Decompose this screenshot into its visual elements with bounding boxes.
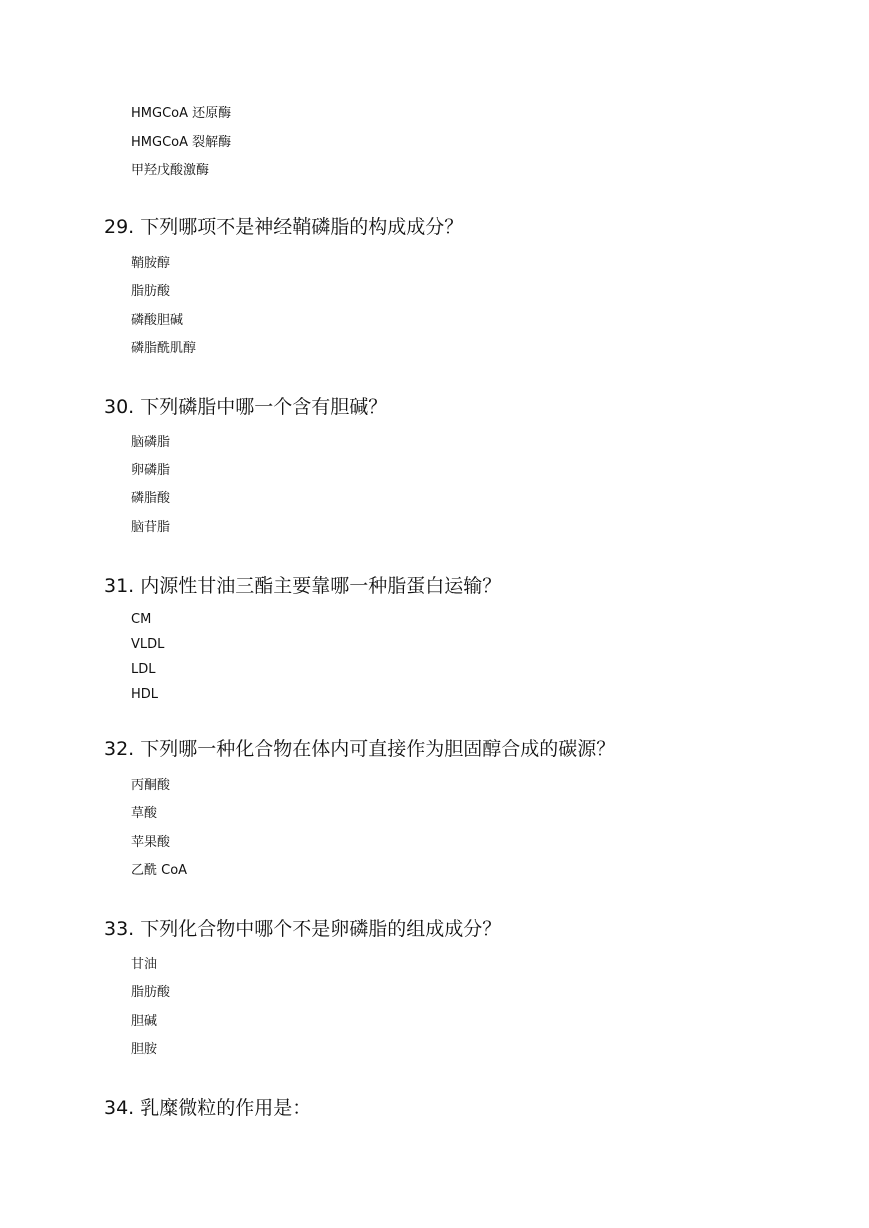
option-33-4: 胆胺 — [131, 1042, 158, 1057]
question-30 — [104, 395, 387, 419]
option-32-3: 苹果酸 — [131, 835, 171, 850]
option-33-2: 脂肪酸 — [131, 985, 171, 1000]
question-text: 下列化合物中哪个不是卵磷脂的组成成分？ — [140, 918, 502, 940]
option-33-1: 甘油 — [131, 957, 158, 972]
question-number: 32. — [104, 738, 135, 760]
option-32-1: 丙酮酸 — [131, 778, 171, 793]
option-30-1: 脑磷脂 — [131, 435, 171, 450]
question-31 — [104, 574, 501, 598]
question-text: 下列磷脂中哪一个含有胆碱？ — [140, 396, 388, 418]
option-32-4: 乙酰 CoA — [131, 863, 188, 878]
question-number: 33. — [104, 918, 135, 940]
question-text: 内源性甘油三酯主要靠哪一种脂蛋白运输？ — [140, 575, 502, 597]
question-text: 下列哪项不是神经鞘磷脂的构成成分？ — [140, 216, 464, 238]
question-number: 31. — [104, 575, 135, 597]
question-text: 乳糜微粒的作用是： — [140, 1097, 312, 1119]
option-prev-2: HMGCoA 裂解酶 — [131, 135, 232, 150]
question-34 — [104, 1096, 311, 1120]
option-30-2: 卵磷脂 — [131, 463, 171, 478]
option-30-3: 磷脂酸 — [131, 491, 171, 506]
question-29 — [104, 215, 463, 239]
question-33 — [104, 917, 501, 941]
option-29-4: 磷脂酰肌醇 — [131, 341, 197, 356]
option-29-1: 鞘胺醇 — [131, 256, 171, 271]
option-prev-1: HMGCoA 还原酶 — [131, 106, 232, 121]
question-number: 29. — [104, 216, 135, 238]
option-31-2: VLDL — [131, 637, 165, 652]
option-31-1: CM — [131, 612, 152, 627]
option-prev-3: 甲羟戊酸激酶 — [131, 163, 210, 178]
question-number: 34. — [104, 1097, 135, 1119]
option-31-3: LDL — [131, 662, 156, 677]
option-29-2: 脂肪酸 — [131, 284, 171, 299]
option-33-3: 胆碱 — [131, 1014, 158, 1029]
question-text: 下列哪一种化合物在体内可直接作为胆固醇合成的碳源？ — [140, 738, 616, 760]
option-32-2: 草酸 — [131, 806, 158, 821]
option-30-4: 脑苷脂 — [131, 520, 171, 535]
question-32 — [104, 737, 615, 761]
option-29-3: 磷酸胆碱 — [131, 313, 184, 328]
option-31-4: HDL — [131, 687, 159, 702]
question-number: 30. — [104, 396, 135, 418]
